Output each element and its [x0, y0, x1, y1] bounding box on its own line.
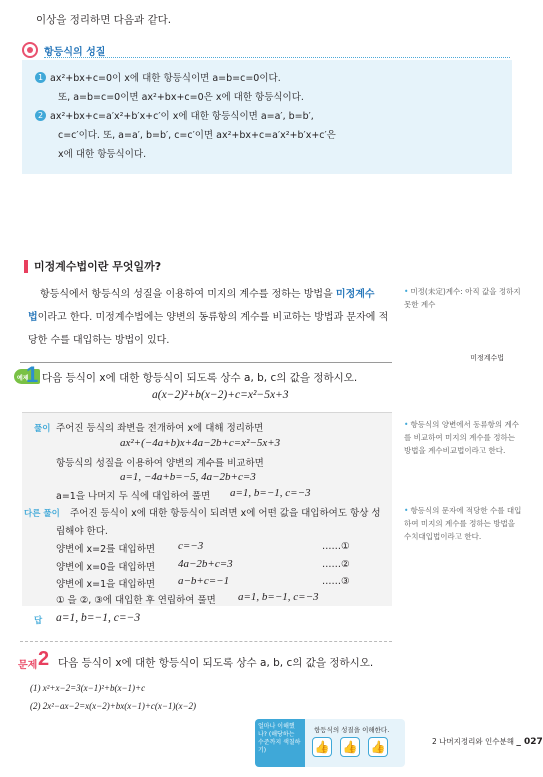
- equation-ref-1: ……①: [322, 541, 350, 552]
- equation-ref-3: ……③: [322, 576, 350, 587]
- thumbs-up-icon[interactable]: 👍: [312, 737, 332, 757]
- page-footer: [432, 736, 543, 747]
- answer-label: 답: [34, 616, 43, 626]
- alt-step-1-result: c=−3: [178, 540, 204, 552]
- example-tag: 미정계수법: [470, 354, 504, 362]
- problem-label: 문제: [18, 660, 38, 671]
- alt-step-2: 양변에 x=0을 대입하면: [56, 562, 156, 573]
- alt-step-2-result: 4a−2b+c=3: [178, 558, 233, 570]
- paragraph-text: 항등식에서 항등식의 성질을 이용하여 미지의 계수를 정하는 방법을: [40, 289, 336, 300]
- pin-icon: [22, 42, 38, 58]
- example-question: 다음 등식이 x에 대한 항등식이 되도록 상수 a, b, c의 값을 정하시오.: [42, 372, 358, 384]
- alt-solution-label: 다른 풀이: [24, 509, 60, 519]
- number-badge-icon: 2: [35, 110, 46, 121]
- section-title: 미정계수법이란 무엇일까?: [34, 260, 162, 273]
- self-check-thumbs: [312, 737, 388, 757]
- solution-line-5a: a=1을 나머지 두 식에 대입하여 풀면: [56, 491, 211, 502]
- solution-line-5b: a=1, b=−1, c=−3: [230, 487, 311, 499]
- example-equation: a(x−2)²+b(x−2)+c=x²−5x+3: [152, 389, 289, 401]
- solution-label: 풀이: [34, 424, 51, 434]
- alt-step-4-result: a=1, b=−1, c=−3: [238, 591, 319, 603]
- alt-step-4: ① 을 ②, ③에 대입한 후 연립하여 풀면: [56, 595, 216, 606]
- alt-step-3-result: a−b+c=−1: [178, 575, 230, 587]
- thumbs-up-icon[interactable]: 👍: [340, 737, 360, 757]
- paragraph-text: 이라고 한다. 미정계수법에는 양변의 동류항의 계수를 비교하는 방법과 문자에 적당한 수를 대입하는 방법이 있다.: [28, 312, 389, 346]
- example-rule: [20, 362, 392, 363]
- property-text: ax²+bx+c=0이 x에 대한 항등식이면 a=b=c=0이다.: [50, 73, 281, 84]
- property-rule: [44, 57, 510, 58]
- highlight-term: 미정계수: [335, 289, 375, 300]
- section-header: [24, 258, 161, 274]
- solution-line-2: ax²+(−4a+b)x+4a−2b+c=x²−5x+3: [120, 437, 281, 449]
- highlight-term: 법: [28, 312, 38, 323]
- property-item-2-line-1: [35, 108, 314, 122]
- problem-rule: [20, 641, 392, 642]
- sidenote-3: • 항등식의 문자에 적당한 수를 대입하여 미지의 계수를 정하는 방법을 수치대입법이라고 한다.: [404, 506, 522, 541]
- self-check-text: 항등식의 성질을 이해한다.: [314, 726, 390, 734]
- property-item-1-line-1: [35, 70, 281, 84]
- section-marker: [24, 260, 28, 273]
- sidenote-2: • 항등식의 양변에서 동류항의 계수를 비교하여 미지의 계수를 정하는 방법을 계수비교법이라고 한다.: [404, 420, 520, 455]
- problem-item-1: (1) x²+x−2=3(x−1)²+b(x−1)+c: [30, 683, 146, 693]
- alt-line-1: 주어진 등식이 x에 대한 항등식이 되려면 x에 어떤 값을 대입하여도 항상 성: [70, 508, 381, 519]
- page-number: _ 027: [516, 737, 543, 747]
- self-check-label: 얼마나 이해했나? (해당하는 수준까지 색칠하기): [255, 719, 305, 767]
- intro-text: 이상을 정리하면 다음과 같다.: [36, 14, 172, 26]
- solution-line-4: a=1, −4a+b=−5, 4a−2b+c=3: [120, 471, 256, 483]
- problem-question: 다음 등식이 x에 대한 항등식이 되도록 상수 a, b, c의 값을 정하시오.: [58, 657, 374, 669]
- alt-step-3: 양변에 x=1을 대입하면: [56, 579, 156, 590]
- problem-number: 2: [38, 648, 50, 670]
- alt-line-2: 립해야 한다.: [56, 526, 108, 537]
- section-paragraph: [28, 283, 390, 352]
- problem-item-2: (2) 2x²−ax−2=x(x−2)+bx(x−1)+c(x−1)(x−2): [30, 701, 197, 711]
- solution-line-3: 항등식의 성질을 이용하여 양변의 계수를 비교하면: [56, 458, 264, 469]
- property-title: 항등식의 성질: [44, 46, 106, 58]
- alt-step-1: 양변에 x=2를 대입하면: [56, 544, 156, 555]
- property-item-2-line-2: c=c′이다. 또, a=a′, b=b′, c=c′이면 ax²+bx+c=a′x²+b′x+c′은: [58, 130, 336, 141]
- property-item-1-line-2: 또, a=b=c=0이면 ax²+bx+c=0은 x에 대한 항등식이다.: [58, 92, 304, 103]
- sidenote-1: • 미정(未定)계수: 아직 값을 정하지 못한 계수: [404, 287, 521, 309]
- property-header: [22, 42, 105, 58]
- example-badge: 예제: [14, 369, 40, 384]
- number-badge-icon: 1: [35, 72, 46, 83]
- solution-line-1: 주어진 등식의 좌변을 전개하여 x에 대해 정리하면: [56, 423, 264, 434]
- chapter-title: 2 나머지정리와 인수분해: [432, 737, 514, 746]
- equation-ref-2: ……②: [322, 559, 350, 570]
- thumbs-up-icon[interactable]: 👍: [368, 737, 388, 757]
- property-text: ax²+bx+c=a′x²+b′x+c′이 x에 대한 항등식이면 a=a′, b=b′,: [50, 111, 314, 122]
- property-item-2-line-3: x에 대한 항등식이다.: [58, 149, 147, 160]
- answer-text: a=1, b=−1, c=−3: [56, 612, 141, 624]
- example-number: 1: [26, 362, 39, 387]
